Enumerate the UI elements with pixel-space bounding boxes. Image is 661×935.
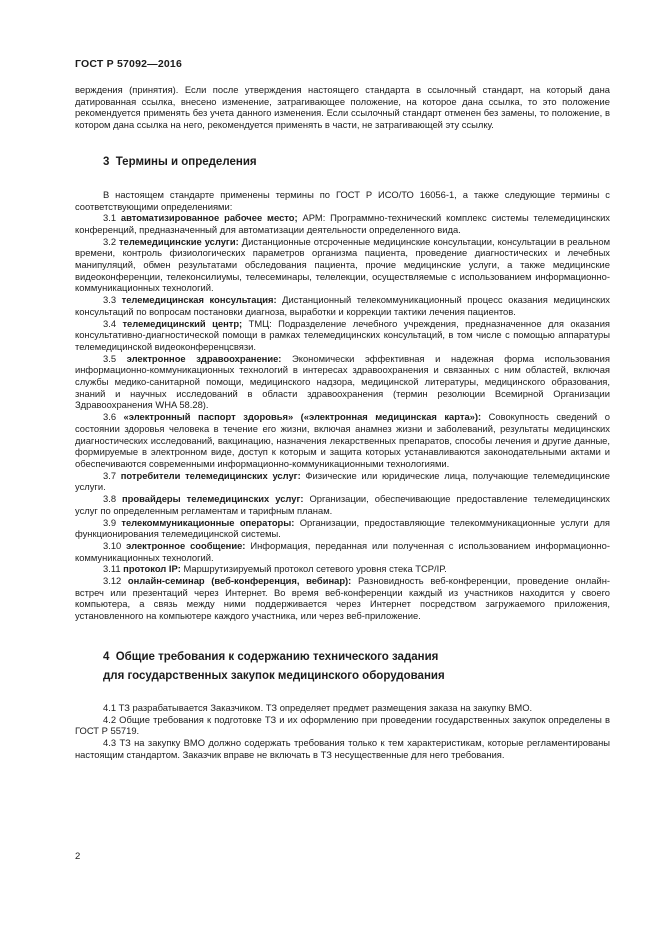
document-header: ГОСТ Р 57092—2016	[75, 58, 183, 70]
requirement-item-4-1	[75, 702, 610, 714]
term-definition: Совокупность сведений о состоянии здоровья человека в течение его жизни, включая анамнез жизни и заболеваний, результаты медицинских диагностических исследований, вакцинацию, назначения лекарственных препаратов, способы лечения и другие данные, формируемые в электронном виде, доступ к которым и защита которых устанавливаются законодательными актами и обеспечиваются современными информационно-коммуникационными технологиями.	[75, 411, 610, 469]
term-name: провайдеры телемедицинских услуг:	[122, 493, 304, 505]
term-name: потребители телемедицинских услуг:	[120, 469, 301, 481]
term-number: 3.6	[103, 411, 117, 423]
term-name: электронное здравоохранение:	[126, 352, 282, 364]
term-definition: ТМЦ: Подразделение лечебного учреждения, предназначенное для оказания консультативно-диагностической помощи в рамках телемедицинских консультаций, в том числе с помощью аппаратуры телемедицинской видеоконференцсвязи.	[75, 317, 611, 352]
requirement-text: ТЗ разрабатывается Заказчиком. ТЗ определяет предмет размещения заказа на закупку ВМО.	[118, 701, 533, 713]
term-item-3-6	[75, 411, 610, 470]
page-number: 2	[75, 851, 81, 862]
term-name: автоматизированное рабочее место;	[120, 212, 298, 224]
term-item-3-11	[75, 563, 610, 575]
term-name: телемедицинские услуги:	[119, 235, 239, 247]
requirement-text: Общие требования к подготовке ТЗ и их оформлению при проведении государственных закупок определены в ГОСТ Р 55719.	[75, 713, 610, 737]
term-definition: Разновидность веб-конференции, проведение онлайн-встреч или презентаций через Интернет. Во время веб-конференции каждый из участников находится у своего компьютера, а связь между ними поддерживается через Интернет посредством загружаемого приложения, установленного на компьютере каждого участника, или через веб-приложение.	[75, 575, 611, 622]
requirement-item-4-3	[75, 737, 610, 760]
term-number: 3.11	[103, 563, 121, 575]
term-item-3-9	[75, 517, 610, 540]
section-3-title: Термины и определения	[115, 155, 257, 168]
term-item-3-12	[75, 575, 610, 622]
term-definition: Экономически эффективная и надежная форма использования информационно-коммуникационных технологий в интересах здравоохранения и связанных с ним областей, включая службы медико-санитарной помощи, медицинского надзора, медицинской литературы, медицинского образования, знаний и научных исследований в области здравоохранения (термин резолюции Всемирной Организации Здравоохранения WHA 58.28).	[75, 352, 610, 411]
term-number: 3.3	[103, 294, 117, 306]
term-name: «электронный паспорт здоровья» («электронная медицинская карта»):	[123, 411, 482, 423]
term-definition: Маршрутизируемый протокол сетевого уровня стека TCP/IP.	[183, 563, 447, 575]
term-number: 3.10	[103, 539, 122, 551]
requirement-number: 4.2	[103, 713, 117, 725]
requirement-number: 4.3	[103, 736, 117, 748]
term-definition: Организации, обеспечивающие предоставление телемедицинских услуг по определенным регламентам и тарифным планам.	[75, 493, 610, 516]
term-number: 3.7	[103, 469, 117, 481]
requirement-number: 4.1	[103, 701, 117, 713]
terms-intro-paragraph: В настоящем стандарте применены термины по ГОСТ Р ИСО/ТО 16056-1, а также следующие термины с соответствующими определениями:	[75, 188, 610, 212]
term-number: 3.4	[103, 317, 117, 329]
term-item-3-2	[75, 236, 610, 295]
requirement-text: ТЗ на закупку ВМО должно содержать требования только к тем характеристикам, которые регламентированы настоящим стандартом. Заказчик вправе не включать в ТЗ несущественные для него требования.	[75, 736, 610, 760]
term-name: телемедицинская консультация:	[121, 294, 277, 306]
section-3-number: 3	[103, 155, 110, 168]
requirement-item-4-2	[75, 714, 610, 737]
term-name: протокол IP:	[123, 563, 181, 575]
section-4-number: 4	[103, 650, 110, 663]
document-body	[75, 84, 610, 760]
section-4-title-line1: Общие требования к содержанию технического задания	[115, 650, 439, 663]
section-4-title-line2: для государственных закупок медицинского оборудования	[103, 669, 445, 682]
term-item-3-4	[75, 318, 610, 353]
term-item-3-10	[75, 540, 610, 563]
term-number: 3.5	[103, 352, 117, 364]
term-definition: Информация, переданная или полученная с использованием информационно-коммуникационных технологий.	[75, 539, 610, 563]
section-4-heading	[75, 648, 610, 686]
term-number: 3.8	[103, 493, 117, 505]
term-definition: Дистанционные отсроченные медицинские консультации, консультации в реальном времени, контроль физиологических параметров организма пациента, проведение диагностических и лечебных манипуляций, обмен результатами обследования пациента, прочие медицинские услуги, а также медицинские видеоконференции, телеконсилиумы, телесеминары, телелекции, осуществляемые с использованием информационно-коммуникационных технологий.	[75, 235, 611, 294]
term-item-3-8	[75, 493, 610, 516]
term-item-3-5	[75, 353, 610, 412]
term-name: электронное сообщение:	[126, 539, 246, 551]
term-name: телемедицинский центр;	[122, 317, 243, 329]
section-3-heading	[75, 153, 610, 172]
term-definition: Дистанционный телекоммуникационный процесс оказания медицинских консультаций по вопросам постановки диагноза, выработки и коррекции тактики лечения пациентов.	[75, 294, 610, 317]
term-number: 3.12	[103, 575, 122, 587]
term-number: 3.1	[103, 212, 117, 224]
continuation-paragraph: верждения (принятия). Если после утверждения настоящего стандарта в ссылочный стандарт, на который дана датированная ссылка, внесено изменение, затрагивающее положение, на которое дана ссылка, то это положение рекомендуется применять без учета данного изменения. Если ссылочный стандарт отменен без замены, то положение, в котором дана ссылка на него, рекомендуется применять в части, не затрагивающей эту ссылку.	[75, 84, 610, 131]
term-item-3-7	[75, 470, 610, 493]
term-item-3-1	[75, 212, 610, 235]
term-name: телекоммуникационные операторы:	[121, 516, 295, 528]
term-definition: Организации, предоставляющие телекоммуникационные услуги для функционирования телемедицинской системы.	[75, 516, 610, 540]
term-number: 3.2	[103, 235, 117, 247]
term-definition: АРМ: Программно-технический комплекс системы телемедицинских конференций, предназначенный для автоматизации деятельности определенного вида.	[75, 212, 610, 235]
term-number: 3.9	[103, 516, 117, 528]
term-name: онлайн-семинар (веб-конференция, вебинар):	[127, 575, 352, 587]
term-item-3-3	[75, 294, 610, 317]
term-definition: Физические или юридические лица, получающие телемедицинские услуги.	[75, 469, 611, 493]
